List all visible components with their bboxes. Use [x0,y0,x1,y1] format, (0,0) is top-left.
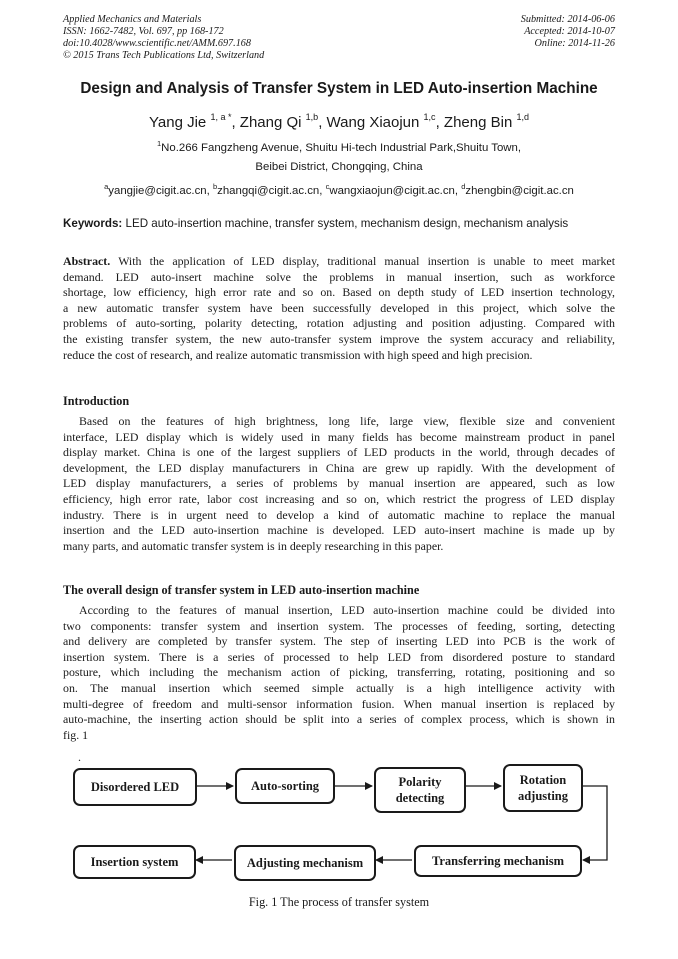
flow-box-rotation-adjusting: Rotation adjusting [503,764,583,812]
introduction-heading: Introduction [63,394,130,408]
body-line: insertion and the LED auto-insertion machine is developed. LED auto-insert machine is made up by [63,523,615,538]
flow-box-insertion-system: Insertion system [73,845,196,879]
abstract-line: demand. LED auto-insert machine solve the problems in manual insertion, such as workforce [63,269,615,284]
keywords-text: LED auto-insertion machine, transfer system, mechanism design, mechanism analysis [125,217,569,230]
abstract-line: shortage, low efficiency, high error rate and so on. Based on depth study of LED insertion technology, [63,285,615,300]
email-address[interactable]: zhangqi@cigit.ac.cn [217,185,320,197]
author-affiliation-sup: 1,c [423,112,436,122]
body-line: on. The manual insertion which seemed simple actually is a high intelligence activity with [63,680,615,695]
abstract-text: With the application of LED display, traditional manual insertion is unable to meet market [118,254,615,268]
affiliation-text: No.266 Fangzheng Avenue, Shuitu Hi-tech Industrial Park,Shuitu Town, [161,142,522,154]
author-list: Yang Jie $^{1, a *}$, Zhang Qi $^{1,b}$, Wang Xiaojun $^{1,c}$, Zheng Bin $^{1,d}$ [149,112,529,131]
flow-box-transferring-mechanism: Transferring mechanism [414,845,582,877]
flow-box-adjusting-mechanism: Adjusting mechanism [234,845,376,881]
email-address[interactable]: wangxiaojun@cigit.ac.cn [329,185,455,197]
paper-title: Design and Analysis of Transfer System in LED Auto-insertion Machine [80,80,598,97]
abstract-line: a new automatic transfer system have been successfully developed in this project, which solve the [63,300,615,315]
online-date: Online: 2014-11-26 [534,38,615,49]
email-sup: c [325,182,330,191]
arrow-rotation-to-transferring [583,786,607,860]
body-line: development, the LED display manufacturers in China are grew up rapidly. With the development of [63,460,615,475]
author-name: Zheng Bin [443,114,513,131]
issn-line: ISSN: 1662-7482, Vol. 697, pp 168-172 [63,26,224,37]
body-line: efficiency, high error rate, labor cost increasing and so on, which restrict the progress of LED display [63,491,615,506]
email-sup: a [104,182,109,191]
email-address[interactable]: zhengbin@cigit.ac.cn [465,185,574,197]
body-line: multi-degree of freedom and multi-sensor information fusion. When manual insertion is replaced by [63,696,615,711]
email-sup: b [212,182,218,191]
author-affiliation-sup: 1,d [516,112,529,122]
flow-box-polarity-detecting: Polarity detecting [374,767,466,813]
author-name: Wang Xiaojun [326,114,420,131]
email-list: $^a$yangjie@cigit.ac.cn, $^b$zhangqi@cigit.ac.cn, $^c$wangxiaojun@cigit.ac.cn, $^d$zhengbin@cigit.ac.cn [104,182,574,197]
body-line: display market. China is one of the largest suppliers of LED products in the world, through decades of [63,445,615,460]
doi-line: doi:10.4028/www.scientific.net/AMM.697.168 [63,38,251,49]
figure-1-caption: Fig. 1 The process of transfer system [248,895,430,909]
body-line: insertion system. There is a series of processed to help LED from disordered posture to standard [63,649,615,664]
author-name: Yang Jie [149,114,207,131]
body-line: and delivery are completed by transfer system. The step of inserting LED into PCB is the work of [63,634,615,649]
body-line: Based on the features of high brightness, long life, large view, flexible size and convenient [79,414,615,428]
affiliation-sup: 1 [156,139,162,148]
author-affiliation-sup: 1,b [305,112,319,122]
body-line: industry. There is in urgent need to develop a kind of automatic machine to replace the manual [63,507,615,522]
author-name: Zhang Qi [239,114,302,131]
body-line: According to the features of manual insertion, LED auto-insertion machine could be divided into [79,603,615,617]
body-line: fig. 1 [63,727,89,742]
body-line: LED display manufacturers, a series of problems by manual insertion are appeared, such as low [63,476,615,491]
affiliation-line-2: Beibei District, Chongqing, China [255,161,423,173]
body-line: auto-machine, the inserting action should be split into a series of complex process, which is shown in [63,712,615,727]
accepted-date: Accepted: 2014-10-07 [524,26,615,37]
stray-dot: . [78,750,81,764]
body-line: interface, LED display which is widely used in many fields has become mainstream product in panel [63,429,615,444]
keywords-label: Keywords: [63,217,123,230]
email-address[interactable]: yangjie@cigit.ac.cn [108,185,207,197]
copyright-line: © 2015 Trans Tech Publications Ltd, Switzerland [63,50,265,61]
abstract-label: Abstract. [63,254,111,268]
author-affiliation-sup: 1, a * [210,112,232,122]
flow-box-auto-sorting: Auto-sorting [235,768,335,804]
email-sup: d [461,182,466,191]
abstract-line: the existing transfer system, the new auto-transfer system improve the system accuracy and reliability, [63,331,615,346]
overall-design-heading: The overall design of transfer system in LED auto-insertion machine [63,583,420,597]
body-line: two components: transfer system and insertion system. The processes of feeding, sorting, detecting [63,618,615,633]
abstract-line: reduce the cost of research, and realize automatic transmission with high speed and high precision. [63,347,533,362]
body-line: posture, which including the mechanism action of picking, transferring, rotating, positioning and so [63,665,615,680]
submitted-date: Submitted: 2014-06-06 [520,14,615,25]
flow-box-disordered-led: Disordered LED [73,768,197,806]
journal-name: Applied Mechanics and Materials [63,14,202,25]
abstract-line: problems of auto-sorting, polarity detecting, rotation adjusting and position adjusting. Compared with [63,316,615,331]
body-line: many parts, and automatic transfer system is in deeply researching in this paper. [63,538,444,553]
